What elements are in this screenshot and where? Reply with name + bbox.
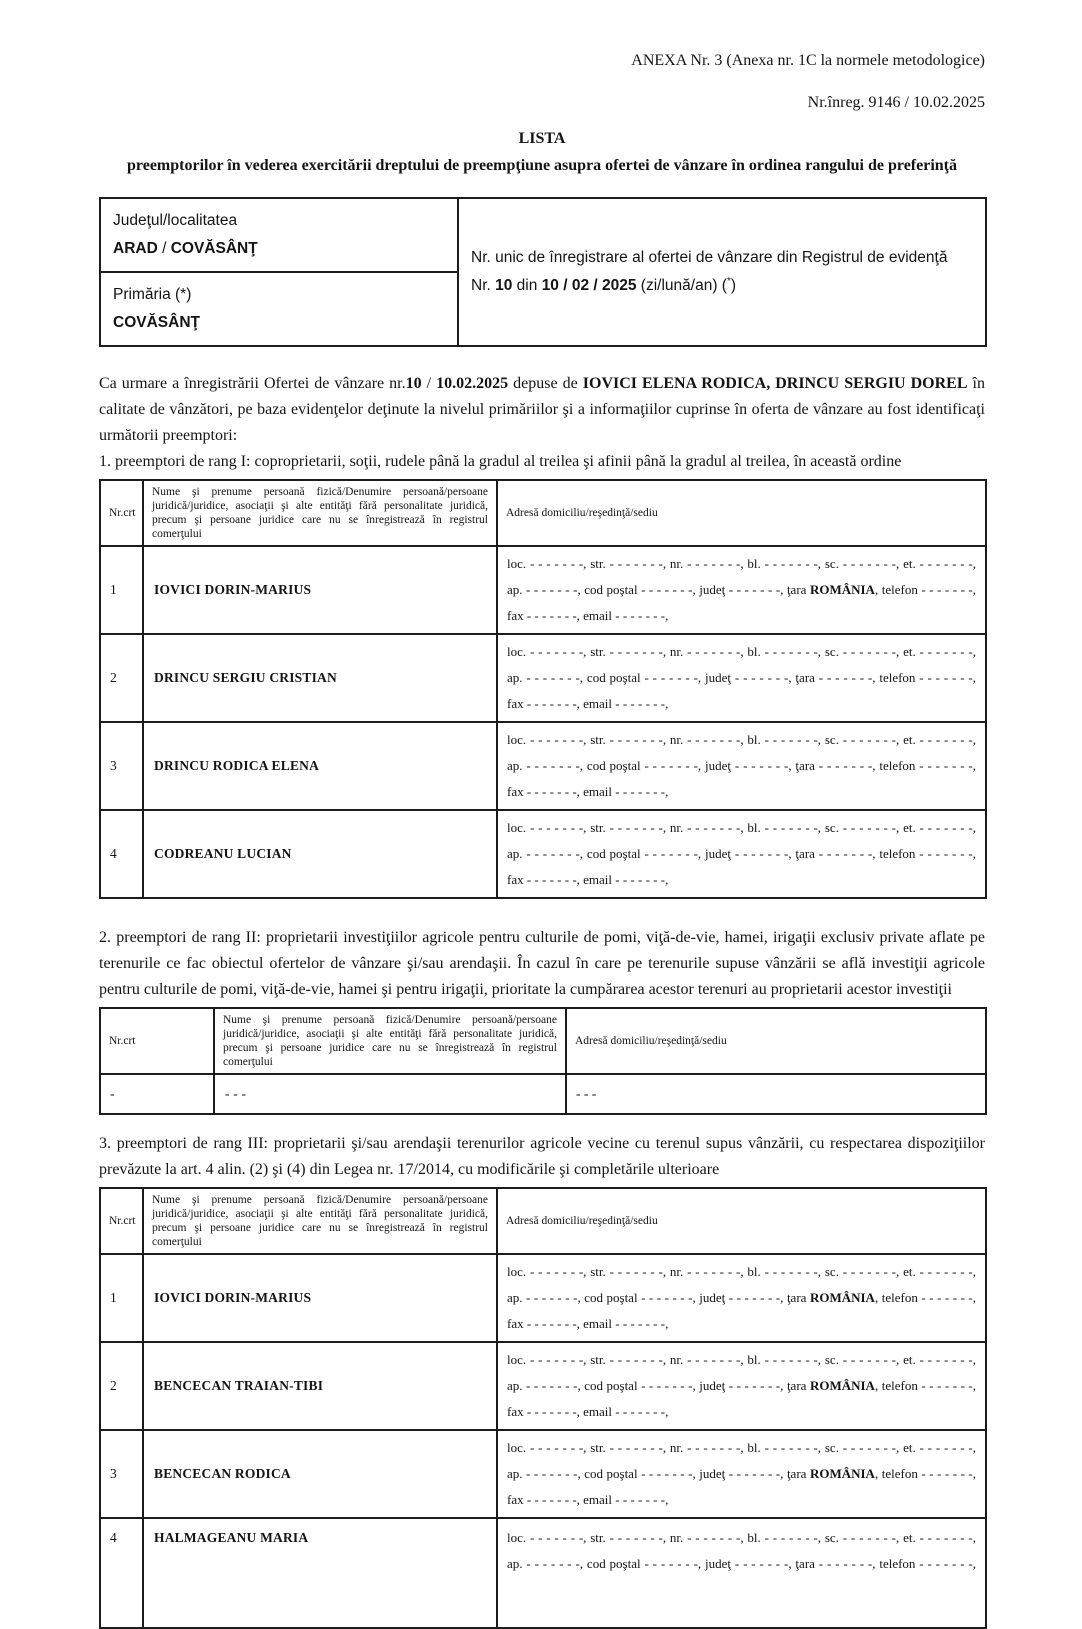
annex-note: ANEXA Nr. 3 (Anexa nr. 1C la normele metodologice) [631,52,985,69]
nr-label: Nr. [471,277,496,294]
address-line-3: fax - - - - - - -, email - - - - - - -, [507,1492,669,1507]
address-line-2: ap. - - - - - - -, cod poştal - - - - - - -, judeţ - - - - - - -, ţara ROMÂNIA, telefon - - - - - - -, [507,1290,976,1305]
county-value-line [113,235,445,263]
header-address: Adresă domiciliu/reşedinţă/sediu [497,1188,986,1254]
preemptor-row [100,1074,986,1114]
county-cell [100,198,458,272]
registration-info-table [99,197,987,347]
row-number: 1 [100,1254,143,1342]
header-name: Nume şi prenume persoană fizică/Denumire persoană/persoane juridică/juridice, asociaţii şi alte entităţi fără personalitate juridică, precum şi persoane juridice care nu se înregistrează în registrul comerţului [143,1188,497,1254]
rang2-table [99,1007,987,1115]
address-cell [497,1430,986,1518]
row-number: 2 [100,1342,143,1430]
preemptor-name: HALMAGEANU MARIA [143,1518,497,1628]
intro-seg2: / [421,375,437,392]
registration-number-line: Nr.înreg. 9146 / 10.02.2025 [807,94,985,111]
address-line-1: loc. - - - - - - -, str. - - - - - - -, nr. - - - - - - -, bl. - - - - - - -, sc. - - - - - - -, et. - - - - - - -, [507,644,976,659]
address-line-2: ap. - - - - - - -, cod poştal - - - - - - -, judeţ - - - - - - -, ţara - - - - - - -, telefon - - - - - - -, [507,846,976,861]
preemptor-name: - - - [214,1074,566,1114]
address-line-2: ap. - - - - - - -, cod poştal - - - - - - -, judeţ - - - - - - -, ţara - - - - - - -, telefon - - - - - - -, [507,1556,976,1571]
document-subtitle: preemptorilor în vederea exercitării dreptului de preempţiune asupra ofertei de vânzare în ordinea rangului de preferinţă [127,157,957,174]
date-format-hint: (zi/lună/an) ( [636,277,727,294]
address-cell [497,1518,986,1628]
county-value: ARAD [113,240,158,257]
address-line-1: loc. - - - - - - -, str. - - - - - - -, nr. - - - - - - -, bl. - - - - - - -, sc. - - - - - - -, et. - - - - - - -, [507,1264,976,1279]
address-line-2: ap. - - - - - - -, cod poştal - - - - - - -, judeţ - - - - - - -, ţara - - - - - - -, telefon - - - - - - -, [507,670,976,685]
address-line-1: loc. - - - - - - -, str. - - - - - - -, nr. - - - - - - -, bl. - - - - - - -, sc. - - - - - - -, et. - - - - - - -, [507,1530,976,1545]
locality-value: COVĂSÂNŢ [170,240,258,257]
rang3-table-body [100,1254,986,1628]
preemptor-name: DRINCU SERGIU CRISTIAN [143,634,497,722]
row-number: 4 [100,810,143,898]
country-value: ROMÂNIA [809,582,875,597]
address-line-2: ap. - - - - - - -, cod poştal - - - - - - -, judeţ - - - - - - -, ţara ROMÂNIA, telefon - - - - - - -, [507,582,976,597]
primaria-cell [100,272,458,346]
row-number: 2 [100,634,143,722]
address-cell [497,634,986,722]
preemptor-name: BENCECAN TRAIAN-TIBI [143,1342,497,1430]
address-line-1: loc. - - - - - - -, str. - - - - - - -, nr. - - - - - - -, bl. - - - - - - -, sc. - - - - - - -, et. - - - - - - -, [507,556,976,571]
preemptor-row [100,1518,986,1628]
rang1-section-heading: 1. preemptori de rang I: coproprietarii, soţii, rudele până la gradul al treilea şi afinii până la gradul al treilea, în această ordine [99,453,902,470]
primaria-value: COVĂSÂNŢ [113,314,200,331]
rang3-section-heading: 3. preemptori de rang III: proprietarii şi/sau arendaşii terenurilor agricole vecine cu terenul supus vânzării, cu respectarea dispoziţiilor prevăzute la art. 4 alin. (2) şi (4) din Legea nr. 17/2014, cu modificările şi completările ulterioare [99,1135,985,1178]
primaria-label: Primăria (*) [113,286,192,303]
country-value: - - - - - - - [818,758,873,773]
address-cell [497,810,986,898]
country-value: - - - - - - - [818,846,873,861]
rang3-header-row [100,1188,986,1254]
offer-number: 10 [405,375,422,392]
header-name: Nume şi prenume persoană fizică/Denumire persoană/persoane juridică/juridice, asociaţii şi alte entităţi fără personalitate juridică, precum şi persoane juridice care nu se înregistrează în registrul comerţului [214,1008,566,1074]
address-cell [497,722,986,810]
preemptor-row [100,722,986,810]
unique-registration-text: Nr. unic de înregistrare al ofertei de vânzare din Registrul de evidenţă [471,249,948,266]
registration-number-value-line [471,272,973,300]
address-cell [497,1342,986,1430]
country-value: ROMÂNIA [809,1378,875,1393]
address-cell [497,1254,986,1342]
registration-date: 10 / 02 / 2025 [541,277,637,294]
preemptor-name: DRINCU RODICA ELENA [143,722,497,810]
intro-seg1: Ca urmare a înregistrării Ofertei de vânzare nr. [99,375,406,392]
address-line-2: ap. - - - - - - -, cod poştal - - - - - - -, judeţ - - - - - - -, ţara ROMÂNIA, telefon - - - - - - -, [507,1466,976,1481]
preemptor-row [100,634,986,722]
preemptor-row [100,546,986,634]
rang1-header-row [100,480,986,546]
county-separator: / [157,240,171,257]
address-line-1: loc. - - - - - - -, str. - - - - - - -, nr. - - - - - - -, bl. - - - - - - -, sc. - - - - - - -, et. - - - - - - -, [507,1440,976,1455]
address-line-1: loc. - - - - - - -, str. - - - - - - -, nr. - - - - - - -, bl. - - - - - - -, sc. - - - - - - -, et. - - - - - - -, [507,1352,976,1367]
address-line-3: fax - - - - - - -, email - - - - - - -, [507,1404,669,1419]
address-line-3: fax - - - - - - -, email - - - - - - -, [507,784,669,799]
address-line-3: fax - - - - - - -, email - - - - - - -, [507,1316,669,1331]
row-number: 4 [100,1518,143,1628]
row-number: 3 [100,1430,143,1518]
preemptor-name: IOVICI DORIN-MARIUS [143,546,497,634]
preemptor-name: IOVICI DORIN-MARIUS [143,1254,497,1342]
preemptor-row [100,1254,986,1342]
country-value: - - - - - - - [818,670,873,685]
header-name: Nume şi prenume persoană fizică/Denumire persoană/persoane juridică/juridice, asociaţii şi alte entităţi fără personalitate juridică, precum şi persoane juridice care nu se înregistrează în registrul comerţului [143,480,497,546]
county-label: Judeţul/localitatea [113,212,238,229]
address-line-2: ap. - - - - - - -, cod poştal - - - - - - -, judeţ - - - - - - -, ţara ROMÂNIA, telefon - - - - - - -, [507,1378,976,1393]
rang1-table-body [100,546,986,898]
preemptor-row [100,810,986,898]
preemptor-name: CODREANU LUCIAN [143,810,497,898]
address-line-2: ap. - - - - - - -, cod poştal - - - - - - -, judeţ - - - - - - -, ţara - - - - - - -, telefon - - - - - - -, [507,758,976,773]
row-number: - [100,1074,214,1114]
country-value: ROMÂNIA [809,1466,875,1481]
header-nr-crt: Nr.crt [100,480,143,546]
document-title: LISTA [518,130,566,147]
rang3-table [99,1187,987,1629]
intro-seg3: depuse de [508,375,583,392]
country-value: - - - - - - - [818,1556,873,1571]
county-row [100,198,986,272]
rang2-header-row [100,1008,986,1074]
address-line-3: fax - - - - - - -, email - - - - - - -, [507,872,669,887]
nr-value: 10 [495,277,513,294]
address-cell [497,546,986,634]
preemptor-name: BENCECAN RODICA [143,1430,497,1518]
row-number: 3 [100,722,143,810]
preemptor-row [100,1430,986,1518]
row-number: 1 [100,546,143,634]
rang2-section-heading: 2. preemptori de rang II: proprietarii investiţiilor agricole pentru culturile de pomi, viţă-de-vie, hamei, irigaţii exclusiv private aflate pe terenurile ce fac obiectul ofertelor de vânzare şi/sau arendaşii. În cazul în care pe terenurile supuse vânzării se află investiţii agricole pentru culturile de pomi, viţă-de-vie, hamei şi pentru irigaţii, prioritate la cumpărarea acestor terenuri au proprietarii acestor investiţii [99,929,985,998]
address-cell: - - - [566,1074,986,1114]
rang1-table [99,479,987,899]
rang2-table-body [100,1074,986,1114]
address-line-1: loc. - - - - - - -, str. - - - - - - -, nr. - - - - - - -, bl. - - - - - - -, sc. - - - - - - -, et. - - - - - - -, [507,820,976,835]
country-value: ROMÂNIA [809,1290,875,1305]
address-line-3: fax - - - - - - -, email - - - - - - -, [507,608,669,623]
address-line-3: fax - - - - - - -, email - - - - - - -, [507,696,669,711]
preemptor-row [100,1342,986,1430]
address-line-1: loc. - - - - - - -, str. - - - - - - -, nr. - - - - - - -, bl. - - - - - - -, sc. - - - - - - -, et. - - - - - - -, [507,732,976,747]
offer-date: 10.02.2025 [436,375,509,392]
intro-seg4: în calitate de vânzători, pe baza evidenţelor deţinute la nivelul primăriilor şi a informaţiilor cuprinse în oferta de vânzare au fost identificaţi următorii preemptori: [99,375,986,444]
header-address: Adresă domiciliu/reşedinţă/sediu [566,1008,986,1074]
header-nr-crt: Nr.crt [100,1188,143,1254]
din-label: din [512,277,542,294]
unique-registration-cell [458,198,986,346]
header-address: Adresă domiciliu/reşedinţă/sediu [497,480,986,546]
footnote-asterisk: * [726,275,731,287]
paren-close: ) [730,277,737,294]
sellers-names: IOVICI ELENA RODICA, DRINCU SERGIU DOREL [582,375,968,392]
intro-paragraph [99,371,985,449]
header-nr-crt: Nr.crt [100,1008,214,1074]
